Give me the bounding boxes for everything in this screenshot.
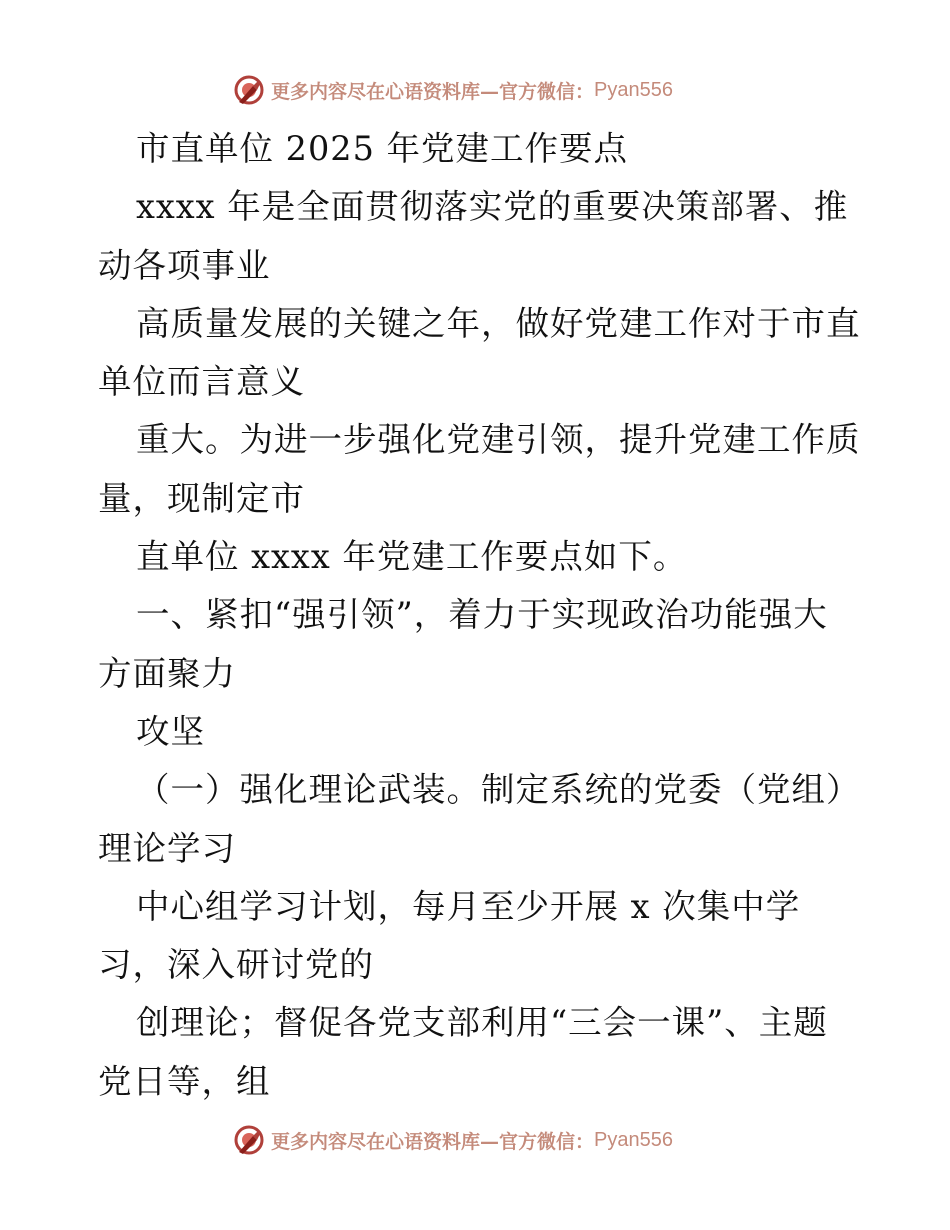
subsection-heading: （一）强化理论武装。制定系统的党委（党组） — [136, 770, 861, 810]
section-heading-continued: 攻坚 — [136, 711, 205, 751]
document-title: 市直单位 2025 年党建工作要点 — [136, 129, 629, 168]
pen-nib-circle-icon — [233, 1124, 265, 1156]
watermark-wechat-id: Pyan556 — [594, 1128, 673, 1151]
section-heading-continued: 方面聚力 — [98, 653, 236, 693]
paragraph-line: 创理论；督促各党支部利用“三会一课”、主题 — [136, 1003, 828, 1043]
document-body — [98, 120, 861, 1111]
paragraph-line: 习，深入研讨党的 — [98, 945, 374, 985]
watermark-wechat-id: Pyan556 — [594, 78, 673, 101]
paragraph-line: xxxx 年是全面贯彻落实党的重要决策部署、推 — [136, 187, 849, 227]
section-heading: 一、紧扣“强引领”，着力于实现政治功能强大 — [136, 595, 828, 635]
paragraph-line: 高质量发展的关键之年，做好党建工作对于市直 — [136, 303, 861, 343]
watermark-text: 更多内容尽在心语资料库—官方微信： — [271, 80, 595, 103]
paragraph-line: 中心组学习计划，每月至少开展 x 次集中学 — [136, 886, 801, 926]
paragraph-line: 党日等，组 — [98, 1061, 271, 1101]
paragraph-line: 动各项事业 — [98, 245, 271, 285]
paragraph-line: 重大。为进一步强化党建引领，提升党建工作质 — [136, 420, 861, 460]
paragraph-line: 直单位 xxxx 年党建工作要点如下。 — [136, 537, 688, 577]
footer-watermark — [233, 1122, 673, 1158]
watermark-text: 更多内容尽在心语资料库—官方微信： — [271, 1130, 595, 1153]
paragraph-line: 理论学习 — [98, 828, 236, 868]
paragraph-line: 量，现制定市 — [98, 478, 305, 518]
header-watermark — [233, 72, 673, 108]
paragraph-line: 单位而言意义 — [98, 362, 305, 402]
pen-nib-circle-icon — [233, 74, 265, 106]
